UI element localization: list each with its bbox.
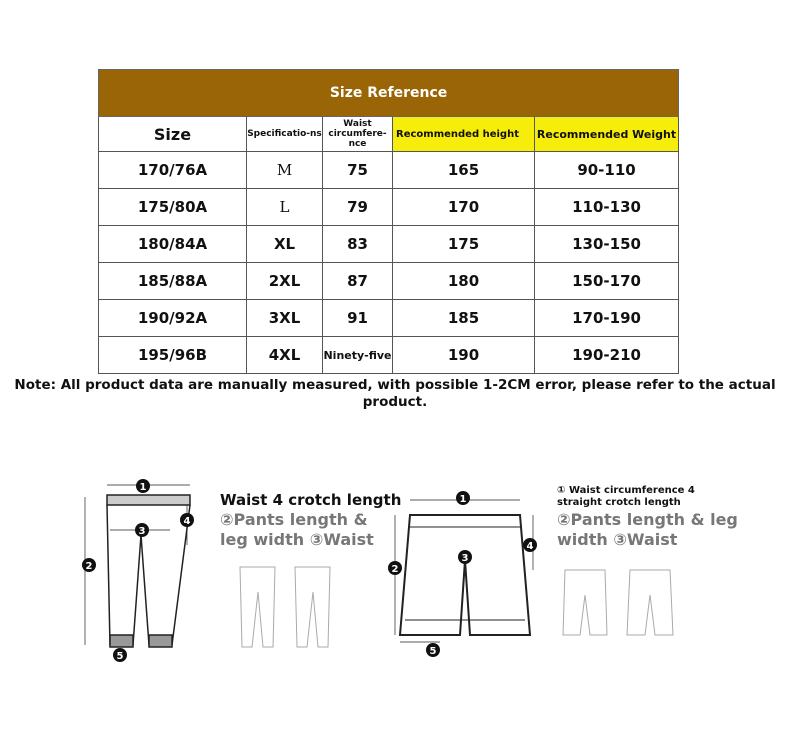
- spec-cell: M: [247, 152, 323, 189]
- height-cell: 185: [393, 300, 535, 337]
- shorts-caption-2: ②Pants length & leg width ③Waist: [557, 510, 738, 549]
- spec-cell: 3XL: [247, 300, 323, 337]
- table-row: [99, 226, 679, 263]
- height-cell: 190: [393, 337, 535, 374]
- header-size: Size: [99, 117, 247, 152]
- marker-label: 3: [461, 553, 469, 564]
- weight-cell: 90-110: [535, 152, 679, 189]
- waist-cell: 87: [323, 263, 393, 300]
- note-text: Note: All product data are manually measured, with possible 1-2CM error, please refer to the actual product.: [14, 377, 776, 410]
- table-title: Size Reference: [99, 70, 679, 117]
- marker-label: 4: [526, 541, 534, 552]
- pants-caption-1: Waist 4 crotch length: [220, 491, 402, 509]
- marker-label: 1: [139, 482, 147, 493]
- shorts-diagram: [385, 480, 545, 660]
- header-weight: Recommended Weight: [535, 117, 679, 152]
- size-cell: 190/92A: [99, 300, 247, 337]
- size-cell: 180/84A: [99, 226, 247, 263]
- size-cell: 185/88A: [99, 263, 247, 300]
- waist-cell: 91: [323, 300, 393, 337]
- size-cell: 175/80A: [99, 189, 247, 226]
- weight-cell: 130-150: [535, 226, 679, 263]
- height-cell: 170: [393, 189, 535, 226]
- marker-label: 2: [85, 561, 93, 572]
- marker-label: 5: [116, 651, 124, 662]
- table-row: [99, 300, 679, 337]
- table-row: [99, 337, 679, 374]
- marker-label: 3: [138, 526, 146, 537]
- size-cell: 195/96B: [99, 337, 247, 374]
- size-reference-table: [98, 69, 679, 374]
- header-waist: Waist circumfere-nce: [323, 117, 393, 152]
- marker-label: 1: [459, 494, 467, 505]
- marker-label: 4: [183, 516, 191, 527]
- waist-cell: 79: [323, 189, 393, 226]
- weight-cell: 110-130: [535, 189, 679, 226]
- waist-cell: 75: [323, 152, 393, 189]
- height-cell: 165: [393, 152, 535, 189]
- header-height: Recommended height: [393, 117, 535, 152]
- waist-cell: 83: [323, 226, 393, 263]
- table-row: [99, 152, 679, 189]
- waist-cell: Ninety-five: [323, 337, 393, 374]
- spec-cell: L: [247, 189, 323, 226]
- marker-label: 2: [391, 564, 399, 575]
- spec-cell: XL: [247, 226, 323, 263]
- header-spec: Specificatio-ns: [247, 117, 323, 152]
- height-cell: 180: [393, 263, 535, 300]
- spec-cell: 4XL: [247, 337, 323, 374]
- pants-thumbnails: [230, 562, 340, 652]
- weight-cell: 150-170: [535, 263, 679, 300]
- pants-caption-2: ②Pants length & leg width ③Waist: [220, 510, 374, 549]
- table-row: [99, 263, 679, 300]
- weight-cell: 170-190: [535, 300, 679, 337]
- shorts-thumbnails: [555, 565, 705, 640]
- table-row: [99, 189, 679, 226]
- height-cell: 175: [393, 226, 535, 263]
- pants-diagram: [75, 475, 205, 665]
- shorts-caption-1: ① Waist circumference 4 straight crotch length: [557, 485, 695, 508]
- marker-label: 5: [429, 646, 437, 657]
- size-cell: 170/76A: [99, 152, 247, 189]
- weight-cell: 190-210: [535, 337, 679, 374]
- spec-cell: 2XL: [247, 263, 323, 300]
